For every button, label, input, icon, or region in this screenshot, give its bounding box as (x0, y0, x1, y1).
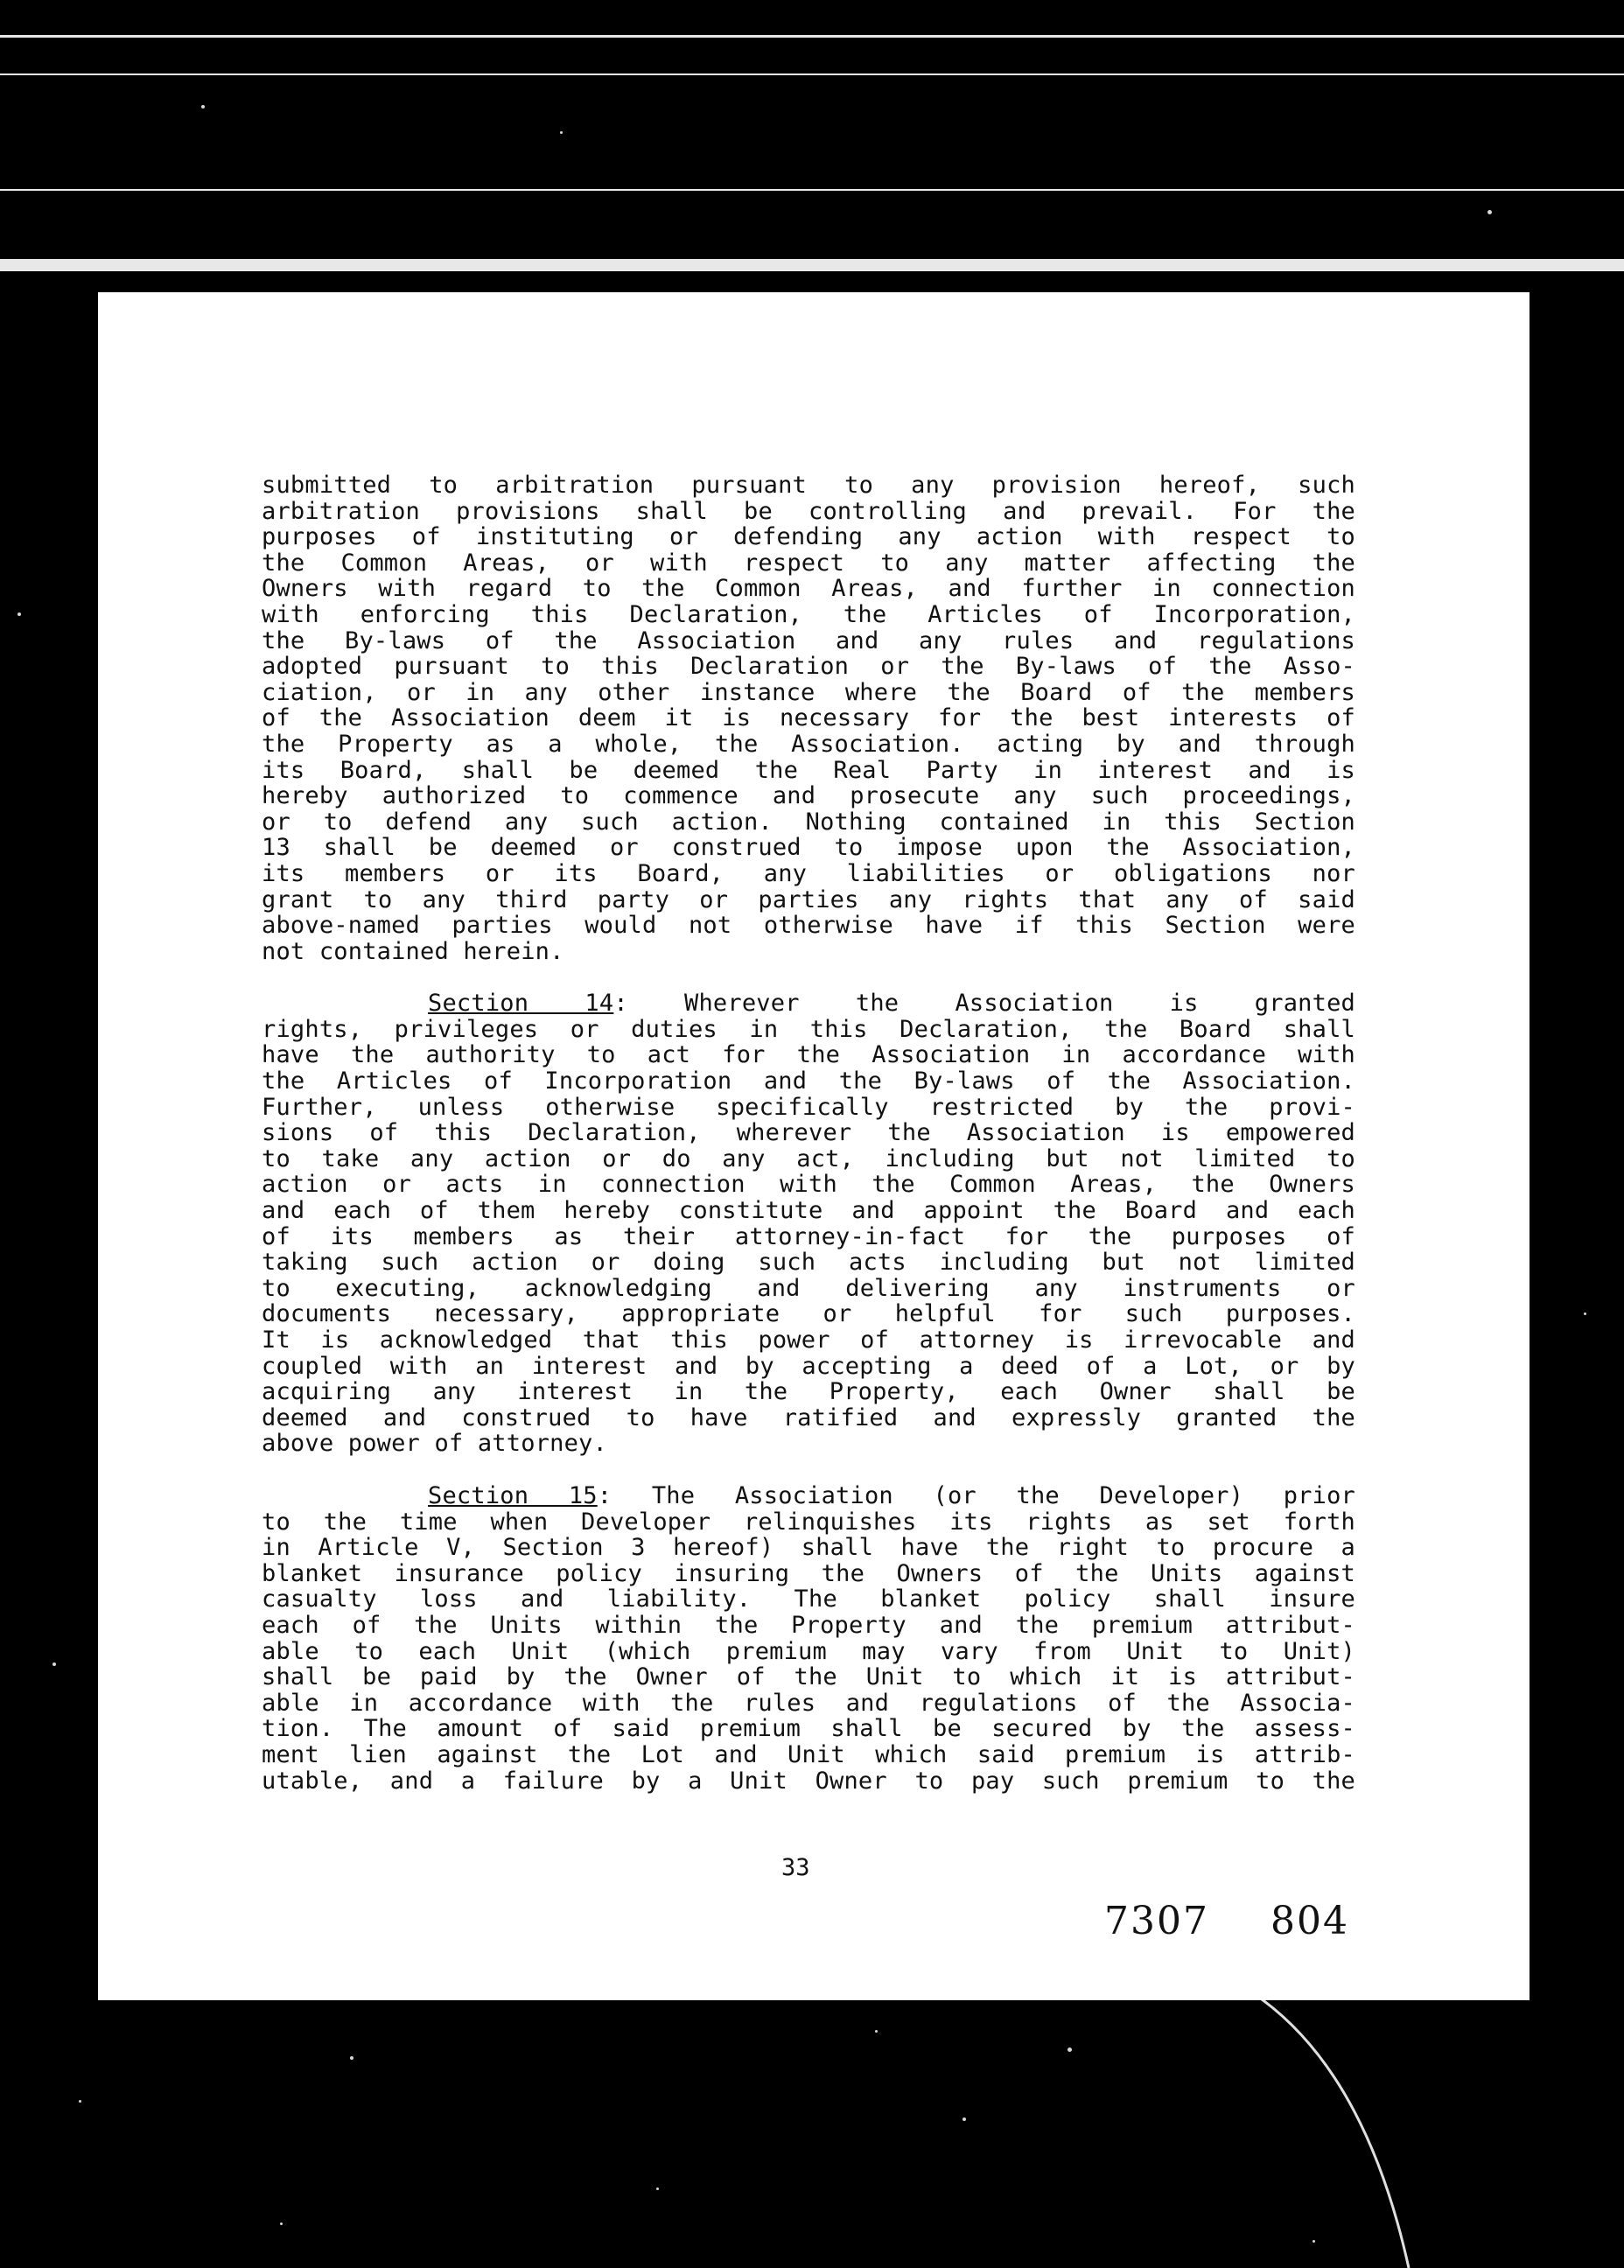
paragraph-section-14 (262, 990, 1355, 1457)
text-line: the Common Areas, or with respect to any matter affecting the (262, 549, 1355, 577)
text-line: submitted to arbitration pursuant to any provision hereof, such (262, 472, 1355, 499)
text-fragment: : Wherever the Association is granted (613, 990, 1355, 1018)
text-line: ment lien against the Lot and Unit which said premium is attrib- (262, 1740, 1355, 1768)
text-line: utable, and a failure by a Unit Owner to pay such premium to the (262, 1767, 1355, 1795)
text-line: or to defend any such action. Nothing contained in this Section (262, 808, 1355, 836)
scan-border-line (0, 259, 1624, 271)
scan-speck (201, 105, 205, 108)
scan-speck (962, 2118, 966, 2121)
text-line: purposes of instituting or defending any action with respect to (262, 523, 1355, 551)
scan-curve-artifact (1208, 1969, 1470, 2268)
scan-speck (1488, 210, 1492, 214)
text-line: acquiring any interest in the Property, each Owner shall be (262, 1378, 1355, 1406)
text-line: It is acknowledged that this power of attorney is irrevocable and (262, 1326, 1355, 1354)
scan-speck (656, 2188, 659, 2190)
text-line: hereby authorized to commence and prosecute any such proceedings, (262, 782, 1355, 810)
scan-speck (560, 131, 563, 134)
text-line: rights, privileges or duties in this Declaration, the Board shall (262, 1015, 1355, 1043)
scan-speck (79, 2100, 81, 2103)
scan-speck (1068, 2048, 1072, 2052)
text-line: able to each Unit (which premium may vary from Unit to Unit) (262, 1637, 1355, 1665)
scan-border-line (0, 189, 1624, 191)
text-line: ciation, or in any other instance where the Board of the members (262, 678, 1355, 706)
text-line: in Article V, Section 3 hereof) shall have the right to procure a (262, 1534, 1355, 1562)
text-line: the Articles of Incorporation and the By-laws of the Association. (262, 1068, 1355, 1096)
section-label: Section 14 (428, 990, 614, 1018)
recording-page-number: 804 (1270, 1899, 1349, 1943)
text-line: casualty loss and liability. The blanket policy shall insure (262, 1586, 1355, 1614)
text-line: taking such action or doing such acts including but not limited (262, 1249, 1355, 1277)
document-body (262, 472, 1355, 1794)
paragraph-section-15 (262, 1483, 1355, 1794)
scan-speck (875, 2030, 878, 2033)
recording-book-number: 7307 (1104, 1899, 1209, 1943)
scan-border-line (0, 35, 1624, 38)
section-heading-line (262, 990, 1355, 1017)
text-line: and each of them hereby constitute and appoint the Board and each (262, 1197, 1355, 1225)
scan-speck (350, 2056, 354, 2060)
text-line: to the time when Developer relinquishes its rights as set forth (262, 1508, 1355, 1536)
scan-border-line (0, 74, 1624, 75)
text-line: adopted pursuant to this Declaration or the By-laws of the Asso- (262, 653, 1355, 681)
scan-speck (52, 1662, 56, 1666)
text-line: not contained herein. (262, 937, 564, 965)
section-heading-line (262, 1483, 1355, 1509)
page-number: 33 (781, 1854, 810, 1881)
text-line: able in accordance with the rules and regulations of the Associa- (262, 1689, 1355, 1717)
text-line: the Property as a whole, the Association. acting by and through (262, 730, 1355, 758)
scan-speck (1584, 1312, 1586, 1315)
text-line: blanket insurance policy insuring the Owners of the Units against (262, 1559, 1355, 1587)
text-line: its Board, shall be deemed the Real Party in interest and is (262, 756, 1355, 784)
recording-stamp (1104, 1899, 1349, 1943)
text-fragment: : The Association (or the Developer) prior (597, 1481, 1355, 1509)
paragraph-section-13-continued (262, 472, 1355, 964)
text-line: shall be paid by the Owner of the Unit to which it is attribut- (262, 1663, 1355, 1691)
text-line: grant to any third party or parties any rights that any of said (262, 886, 1355, 914)
text-line: above-named parties would not otherwise have if this Section were (262, 912, 1355, 940)
text-line: to take any action or do any act, including but not limited to (262, 1144, 1355, 1172)
text-line: action or acts in connection with the Common Areas, the Owners (262, 1171, 1355, 1199)
text-line: the By-laws of the Association and any rules and regulations (262, 626, 1355, 654)
scan-speck (18, 612, 21, 616)
text-line: its members or its Board, any liabilities or obligations nor (262, 859, 1355, 887)
text-line: Owners with regard to the Common Areas, and further in connection (262, 575, 1355, 603)
text-line: 13 shall be deemed or construed to impose upon the Association, (262, 834, 1355, 862)
scan-speck (280, 2222, 283, 2225)
section-label: Section 15 (428, 1481, 598, 1509)
text-line: to executing, acknowledging and delivering any instruments or (262, 1274, 1355, 1302)
text-line: each of the Units within the Property and the premium attribut- (262, 1611, 1355, 1639)
text-line: documents necessary, appropriate or helpful for such purposes. (262, 1300, 1355, 1328)
text-line: arbitration provisions shall be controlling and prevail. For the (262, 497, 1355, 525)
text-line: sions of this Declaration, wherever the Association is empowered (262, 1119, 1355, 1147)
text-line: coupled with an interest and by accepting a deed of a Lot, or by (262, 1352, 1355, 1380)
text-line: have the authority to act for the Association in accordance with (262, 1041, 1355, 1069)
text-line: above power of attorney. (262, 1430, 607, 1458)
text-line: tion. The amount of said premium shall be secured by the assess- (262, 1715, 1355, 1743)
text-line: of the Association deem it is necessary for the best interests of (262, 704, 1355, 732)
text-line: deemed and construed to have ratified and expressly granted the (262, 1404, 1355, 1432)
text-line: Further, unless otherwise specifically restricted by the provi- (262, 1093, 1355, 1121)
text-line: with enforcing this Declaration, the Articles of Incorporation, (262, 600, 1355, 628)
text-line: of its members as their attorney-in-fact for the purposes of (262, 1222, 1355, 1250)
